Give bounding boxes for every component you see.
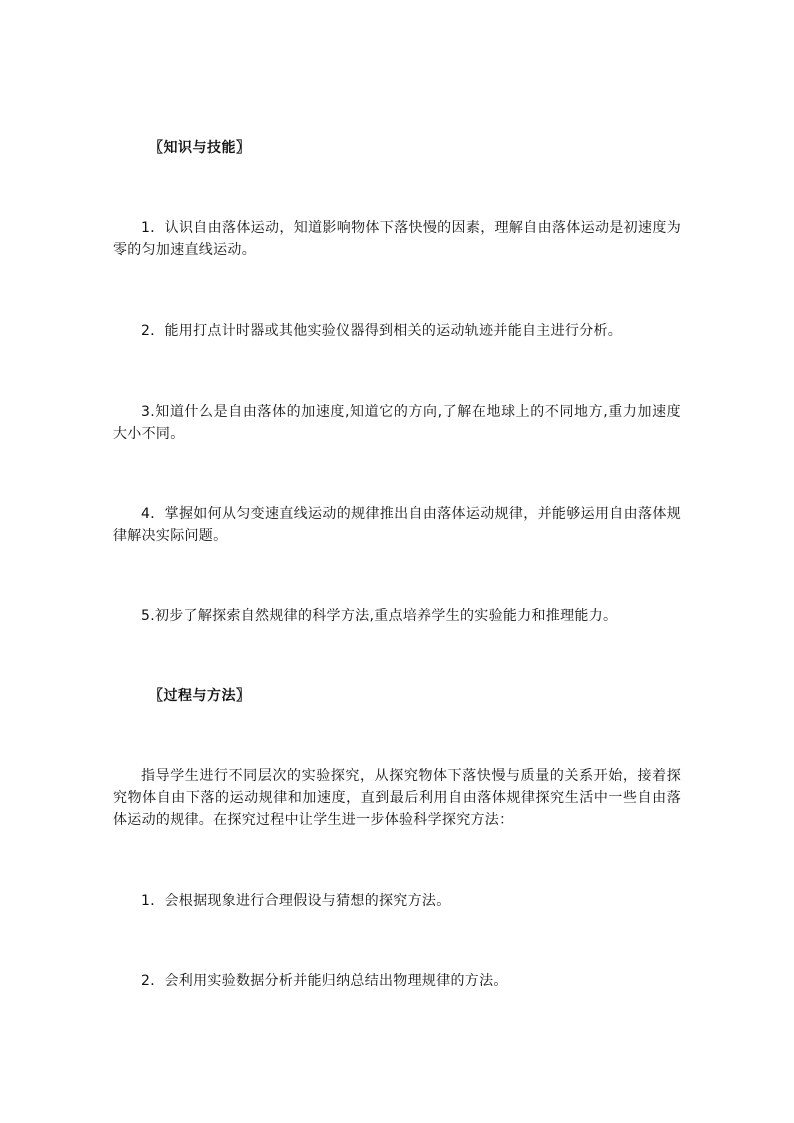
section-heading-knowledge-skills: 〖知识与技能〗 — [149, 140, 251, 156]
process-item-1: 1．会根据现象进行合理假设与猜想的探究方法。 — [141, 893, 451, 909]
section-heading-process-methods: 〖过程与方法〗 — [149, 688, 251, 704]
objective-item-5: 5.初步了解探索自然规律的科学方法,重点培养学生的实验能力和推理能力。 — [141, 608, 618, 624]
objective-item-3: 3.知道什么是自由落体的加速度,知道它的方向,了解在地球上的不同地方,重力加速度大小不同。 — [113, 404, 681, 442]
objective-item-2: 2．能用打点计时器或其他实验仪器得到相关的运动轨迹并能自主进行分析。 — [141, 323, 623, 339]
process-intro-paragraph: 指导学生进行不同层次的实验探究，从探究物体下落快慢与质量的关系开始，接着探究物体自由下落的运动规律和加速度，直到最后利用自由落体规律探究生活中一些自由落体运动的规律。在探究过程中让学生进一步体验科学探究方法： — [113, 768, 681, 828]
objective-item-1: 1．认识自由落体运动，知道影响物体下落快慢的因素，理解自由落体运动是初速度为零的匀加速直线运动。 — [113, 220, 681, 258]
process-item-2: 2．会利用实验数据分析并能归纳总结出物理规律的方法。 — [141, 973, 508, 989]
objective-item-4: 4．掌握如何从匀变速直线运动的规律推出自由落体运动规律，并能够运用自由落体规律解决实际问题。 — [113, 506, 681, 544]
